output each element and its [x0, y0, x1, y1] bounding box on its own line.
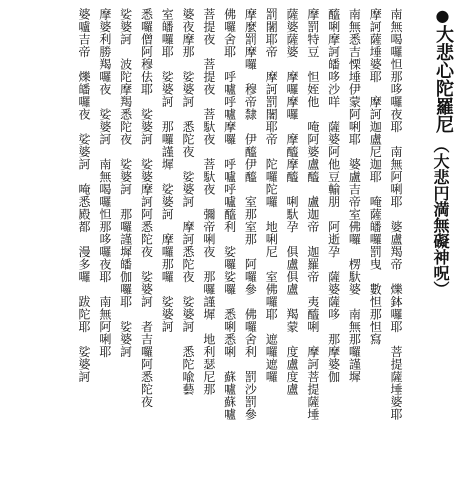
verse-column: 悉囉僧阿穆佉耶 娑婆訶 娑婆摩訶阿悉陀夜 娑婆訶 者吉囉阿悉陀夜	[139, 8, 154, 408]
verse-column: 摩婆利勝羯囉夜 娑婆訶 南無喝囉怛那哆囉夜耶 南無阿唎耶	[97, 8, 112, 358]
verse-column: 佛囉舍耶 呼嚧呼嚧摩囉 呼嚧呼嚧醯利 娑囉娑囉 悉唎悉唎 蘇嚧蘇嚧	[222, 8, 237, 421]
verse-column: 婆嚧吉帝 爍皤囉夜 娑婆訶 唵悉殿都 漫多囉 跋陀耶 娑婆訶	[77, 8, 92, 383]
verse-column: 娑婆訶 波陀摩羯悉陀夜 娑婆訶 那囉謹墀皤伽囉耶 娑婆訶	[118, 8, 133, 358]
title-column	[406, 6, 452, 490]
verse-column: 薩婆薩婆 摩囉摩囉 摩醯摩醯 唎馱孕 俱盧俱盧 羯蒙 度盧度盧	[285, 8, 300, 396]
sutra-title: 大悲心陀羅尼	[433, 25, 454, 133]
verse-column: 摩訶薩埵婆耶 摩訶迦盧尼迦耶 唵薩皤囉罰曳 數怛那怛寫	[368, 8, 383, 346]
bullet-icon: ●	[433, 6, 452, 25]
verse-column: 罰闍耶帝 摩訶罰闍耶帝 陀囉陀囉 地唎尼 室佛囉耶 遮囉遮囉	[264, 8, 279, 383]
verse-column: 南無喝囉怛那哆囉夜耶 南無阿唎耶 婆盧羯帝 爍鉢囉耶 菩提薩埵婆耶	[389, 8, 403, 421]
sutra-subtitle: （大悲円満無礙神呪）	[431, 137, 450, 297]
verse-column: 摩麼罰摩囉 穆帝隸 伊醯伊醯 室那室那 阿囉參 佛囉舍利 罰沙罰參	[243, 8, 258, 421]
verse-column: 菩提夜 菩提夜 菩馱夜 菩馱夜 彌帝唎夜 那囉謹墀 地利瑟尼那	[201, 8, 216, 396]
verse-column: 南無悉吉慄埵伊蒙阿唎耶 婆盧吉帝室佛囉 楞馱婆 南無那囉謹墀	[347, 8, 362, 383]
verse-column: 婆夜摩那 娑婆訶 悉陀夜 娑婆訶 摩訶悉陀夜 娑婆訶 悉陀喩藝	[181, 8, 196, 396]
sutra-body	[8, 6, 406, 492]
verse-column: 摩罰特豆 怛姪他 唵阿婆盧醯 盧迦帝 迦羅帝 夷醯唎 摩訶菩提薩埵	[305, 8, 320, 421]
verse-column: 室皤囉耶 娑婆訶 那囉謹墀 娑婆訶 摩囉那囉 娑婆訶	[160, 8, 175, 333]
verse-column: 醯唎摩訶皤哆沙咩 薩婆阿他豆輸朋 阿逝孕 薩婆薩哆 那摩婆伽	[326, 8, 341, 383]
